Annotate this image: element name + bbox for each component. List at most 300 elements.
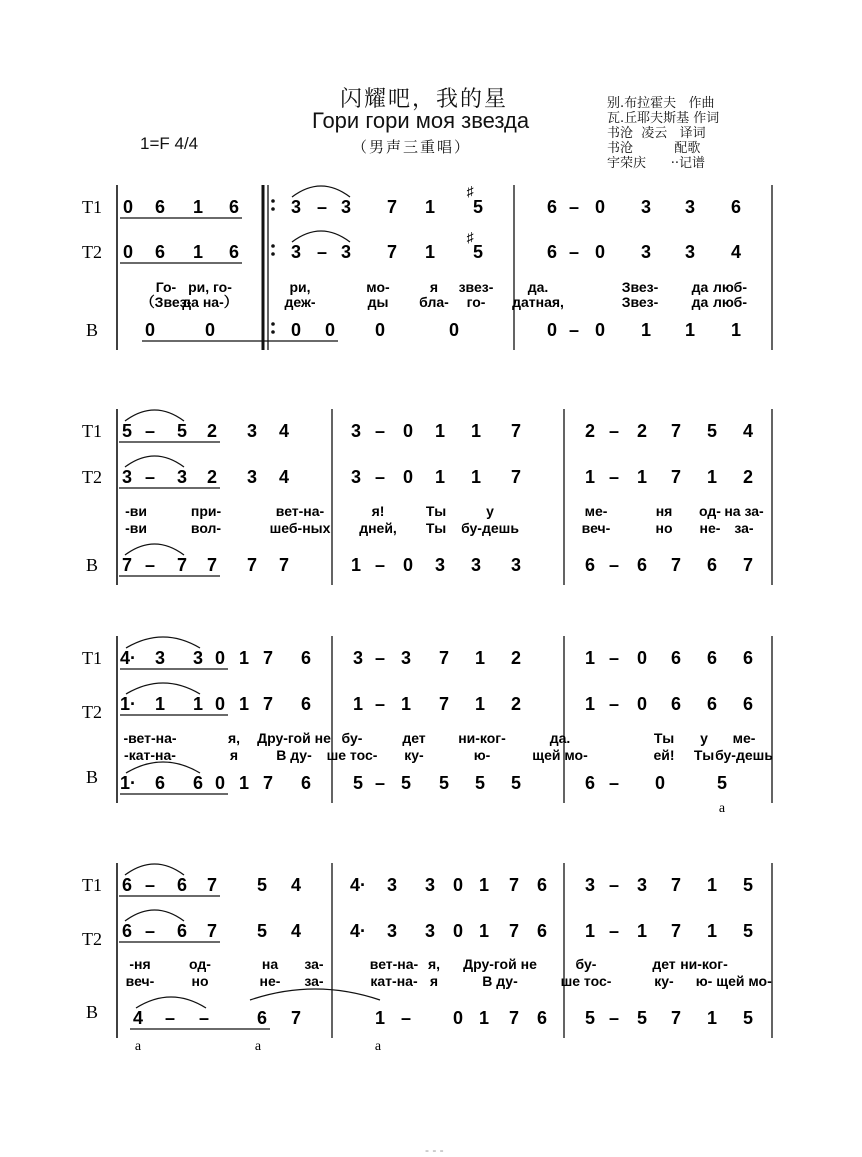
t1-note: 3: [192, 648, 204, 668]
t2-note: 7: [670, 921, 682, 941]
b-note: 1: [684, 320, 696, 340]
t1-note: 6: [121, 875, 133, 895]
t1-tie: [126, 637, 200, 648]
lyric-line-1-syllable: -вет-на-: [123, 730, 177, 746]
t2-note: 1: [584, 467, 596, 487]
lyric-line-1-syllable: я,: [227, 730, 241, 746]
footer-mark: - - -: [425, 1143, 444, 1157]
lyric-line-1-syllable: мо-: [366, 279, 390, 295]
b-note: –: [400, 1008, 412, 1028]
t2-note: 1: [192, 694, 204, 714]
part-label-t1: T1: [82, 875, 102, 895]
part-label-t1: T1: [82, 197, 102, 217]
t2-note: 3: [246, 467, 258, 487]
lyric-line-2-syllable: ды: [367, 294, 389, 310]
b-note: –: [144, 555, 156, 575]
b-note: 5: [716, 773, 728, 793]
lyric-line-2-syllable: В ду-: [276, 747, 312, 763]
b-note: 0: [214, 773, 226, 793]
lyric-line-1-syllable: за-: [304, 956, 324, 972]
b-note: –: [374, 773, 386, 793]
t2-note: 6: [154, 242, 166, 262]
b-note: 5: [352, 773, 364, 793]
b-note: 0: [204, 320, 216, 340]
b-note: 3: [470, 555, 482, 575]
t2-note: 4: [290, 921, 302, 941]
t2-note: 6: [742, 694, 754, 714]
lyric-line-2-syllable: В ду-: [482, 973, 518, 989]
t2-note: 6: [228, 242, 240, 262]
lyric-line-2-syllable: вол-: [190, 520, 222, 536]
b-note: 1: [478, 1008, 490, 1028]
lyric-line-2-syllable: ю-: [473, 747, 491, 763]
t2-note: 2: [742, 467, 754, 487]
bass-vowel-a: a: [374, 1039, 382, 1054]
lyric-line-2-syllable: щей мо-: [716, 973, 772, 989]
t1-note: 7: [670, 875, 682, 895]
t1-note: 7: [206, 875, 218, 895]
b-note: 1: [350, 555, 362, 575]
t1-note: 5: [256, 875, 268, 895]
lyric-line-2-syllable: не-: [259, 973, 281, 989]
t1-note: –: [608, 648, 620, 668]
part-label-t2: T2: [82, 702, 102, 722]
t1-note: 1: [706, 875, 718, 895]
t2-note: –: [144, 921, 156, 941]
b-note: 0: [324, 320, 336, 340]
credit-transcriber: 宇荣庆 ··记谱: [607, 156, 706, 171]
t2-note: 3: [340, 242, 352, 262]
lyric-line-1-syllable: -ви: [125, 503, 147, 519]
lyric-line-2-syllable: веч-: [125, 973, 155, 989]
b-note: 0: [546, 320, 558, 340]
t2-note: 2: [510, 694, 522, 714]
t2-note: 0: [594, 242, 606, 262]
b-note: 7: [670, 1008, 682, 1028]
lyric-line-2-syllable: Ты: [425, 520, 447, 536]
b-note: 6: [584, 555, 596, 575]
lyric-line-1-syllable: Звез-: [621, 279, 659, 295]
lyric-line-1-syllable: Ты: [425, 503, 447, 519]
t2-note: –: [608, 467, 620, 487]
b-note: 0: [448, 320, 460, 340]
t1-note: 5: [472, 197, 484, 217]
t2-note: 0: [402, 467, 414, 487]
t1-note: 6: [228, 197, 240, 217]
b-note: 0: [374, 320, 386, 340]
t1-note: –: [144, 421, 156, 441]
b-note: 6: [584, 773, 596, 793]
t1-note: 2: [636, 421, 648, 441]
t1-note: 3: [640, 197, 652, 217]
b-note: 5: [438, 773, 450, 793]
t1-note: 1: [478, 875, 490, 895]
t1-note: 6: [536, 875, 548, 895]
b-note: 0: [144, 320, 156, 340]
t2-note: 1: [434, 467, 446, 487]
lyric-line-1-syllable: дет: [652, 956, 676, 972]
t2-note: 4: [278, 467, 290, 487]
b-note: 6: [154, 773, 166, 793]
t1-note: 1: [424, 197, 436, 217]
t1-note: 1: [470, 421, 482, 441]
t1-sharp-sign: ♯: [466, 185, 474, 200]
t1-note: 1: [474, 648, 486, 668]
lyric-line-2-syllable: го-: [466, 294, 486, 310]
credit-composer: 别.布拉霍夫 作曲: [607, 96, 715, 111]
t2-note: 1: [584, 694, 596, 714]
b-note: 7: [742, 555, 754, 575]
credit-arranger: 书沧 配歌: [607, 141, 701, 156]
b-note: 0: [402, 555, 414, 575]
t2-note: 3: [424, 921, 436, 941]
lyric-line-1-syllable: на за-: [724, 503, 764, 519]
lyric-line-1-syllable: у: [486, 503, 494, 519]
b-note: 1: [706, 1008, 718, 1028]
t1-note: –: [608, 421, 620, 441]
t1-note: 0: [214, 648, 226, 668]
lyric-line-2-syllable: шеб-ных: [269, 520, 331, 536]
t2-note: 7: [670, 467, 682, 487]
t2-tie: [292, 231, 350, 242]
t1-note: 0: [402, 421, 414, 441]
t1-note: 3: [154, 648, 166, 668]
b-note: 7: [206, 555, 218, 575]
lyric-line-2-syllable: не-: [699, 520, 721, 536]
lyric-line-1-syllable: ри, го-: [188, 279, 232, 295]
lyric-line-2-syllable: за-: [304, 973, 324, 989]
repeat-dot-6: [271, 330, 275, 334]
part-label-t2: T2: [82, 467, 102, 487]
t1-note: 0: [636, 648, 648, 668]
b-note: –: [608, 773, 620, 793]
lyric-line-2-syllable: бла-: [419, 294, 449, 310]
t2-note: 1: [238, 694, 250, 714]
lyric-line-2-syllable: дней,: [359, 520, 397, 536]
lyric-line-1-syllable: я!: [371, 503, 385, 519]
lyric-line-2-syllable: Ты: [693, 747, 715, 763]
t1-note: 6: [742, 648, 754, 668]
t1-note: 5: [706, 421, 718, 441]
part-label-b: B: [85, 555, 99, 575]
t1-note: 4: [742, 421, 754, 441]
b-note: –: [608, 555, 620, 575]
b-note: 0: [594, 320, 606, 340]
t1-note: 3: [400, 648, 412, 668]
lyric-line-2-syllable: бу-дешь: [715, 747, 773, 763]
part-label-b: B: [85, 320, 99, 340]
t2-note: 3: [350, 467, 362, 487]
t1-note: 2: [510, 648, 522, 668]
t1-note: 6: [176, 875, 188, 895]
t2-note: 6: [300, 694, 312, 714]
t1-note: 7: [508, 875, 520, 895]
b-note: –: [198, 1008, 210, 1028]
lyric-line-1-syllable: Го-: [155, 279, 177, 295]
b-note: 7: [121, 555, 133, 575]
lyric-line-2-syllable: ю-: [695, 973, 713, 989]
t2-note: 2: [206, 467, 218, 487]
t1-note: 7: [386, 197, 398, 217]
t1-note: 1: [584, 648, 596, 668]
t1-note: 2: [206, 421, 218, 441]
t2-note: 7: [438, 694, 450, 714]
lyric-line-1-syllable: ме-: [732, 730, 756, 746]
t2-tie: [125, 910, 184, 921]
t1-note: 3: [340, 197, 352, 217]
t1-note: –: [374, 648, 386, 668]
t1-note: 3: [350, 421, 362, 441]
t2-note: 4·: [349, 921, 367, 941]
lyric-line-2-syllable: за-: [734, 520, 754, 536]
b-tie: [126, 762, 200, 773]
lyric-line-1-syllable: да: [691, 279, 709, 295]
lyric-line-2-syllable: （Звез-: [140, 294, 192, 310]
bass-vowel-a: a: [134, 1039, 142, 1054]
lyric-line-1-syllable: бу-: [575, 956, 597, 972]
lyric-line-1-syllable: ня: [655, 503, 673, 519]
t1-note: 6: [730, 197, 742, 217]
lyric-line-2-syllable: я: [429, 973, 439, 989]
b-note: 0: [654, 773, 666, 793]
lyric-line-1-syllable: при-: [190, 503, 222, 519]
t2-note: 4: [730, 242, 742, 262]
b-note: 1: [730, 320, 742, 340]
t2-note: 7: [386, 242, 398, 262]
t1-note: 1: [238, 648, 250, 668]
b-note: 7: [278, 555, 290, 575]
lyric-line-2-syllable: Звез-: [621, 294, 659, 310]
t1-note: 0: [452, 875, 464, 895]
t2-note: 7: [510, 467, 522, 487]
b-note: –: [568, 320, 580, 340]
t2-note: 1: [474, 694, 486, 714]
t2-note: 6: [176, 921, 188, 941]
t2-note: –: [568, 242, 580, 262]
t2-note: 6: [670, 694, 682, 714]
t2-note: –: [608, 694, 620, 714]
t2-note: 7: [206, 921, 218, 941]
b-note: 6: [636, 555, 648, 575]
t2-note: 7: [508, 921, 520, 941]
t1-note: 5: [121, 421, 133, 441]
b-note: 5: [742, 1008, 754, 1028]
t2-note: 1: [706, 921, 718, 941]
part-label-t2: T2: [82, 929, 102, 949]
lyric-line-2-syllable: веч-: [581, 520, 611, 536]
bass-vowel-a: a: [254, 1039, 262, 1054]
subtitle: （男声三重唱）: [352, 138, 472, 156]
lyric-line-2-syllable: -кат-на-: [124, 747, 176, 763]
t1-note: 0: [122, 197, 134, 217]
b-note: 7: [508, 1008, 520, 1028]
b-note: –: [164, 1008, 176, 1028]
b-note: 1: [238, 773, 250, 793]
lyric-line-2-syllable: ку-: [654, 973, 674, 989]
repeat-dot-1: [271, 199, 275, 203]
t1-note: 4·: [349, 875, 367, 895]
t2-note: 3: [290, 242, 302, 262]
lyric-line-1-syllable: я: [429, 279, 439, 295]
lyric-line-1-syllable: од-: [699, 503, 721, 519]
t1-note: 7: [438, 648, 450, 668]
t1-note: 3: [584, 875, 596, 895]
t2-note: 0: [214, 694, 226, 714]
b-note: 1: [374, 1008, 386, 1028]
t2-note: 3: [640, 242, 652, 262]
t2-note: 1: [352, 694, 364, 714]
t2-sharp-sign: ♯: [466, 231, 474, 246]
lyric-line-2-syllable: ку-: [404, 747, 424, 763]
t2-note: 6: [121, 921, 133, 941]
b-note: 3: [434, 555, 446, 575]
lyric-line-2-syllable: кат-на-: [370, 973, 418, 989]
lyric-line-2-syllable: ше тос-: [326, 747, 378, 763]
t2-note: 1: [636, 467, 648, 487]
t1-note: 2: [584, 421, 596, 441]
t2-note: 3: [386, 921, 398, 941]
b-note: 7: [670, 555, 682, 575]
lyric-line-2-syllable: но: [655, 520, 673, 536]
t2-tie: [125, 456, 184, 467]
lyric-line-1-syllable: вет-на-: [369, 956, 419, 972]
t2-note: 6: [536, 921, 548, 941]
t1-note: 6: [706, 648, 718, 668]
t1-note: 7: [262, 648, 274, 668]
b-tie: [136, 997, 206, 1008]
bass-long-slur: [250, 989, 380, 1000]
lyric-line-2-syllable: щей мо-: [532, 747, 588, 763]
t1-note: 1: [192, 197, 204, 217]
b-note: 7: [262, 773, 274, 793]
t1-note: 0: [594, 197, 606, 217]
repeat-dot-2: [271, 207, 275, 211]
t1-tie: [125, 410, 184, 421]
t1-note: 1: [434, 421, 446, 441]
t2-note: 1: [470, 467, 482, 487]
lyric-line-2-syllable: ей!: [653, 747, 675, 763]
t1-note: –: [568, 197, 580, 217]
t2-note: 1: [192, 242, 204, 262]
t1-note: 4: [278, 421, 290, 441]
t1-note: 3: [684, 197, 696, 217]
b-note: –: [374, 555, 386, 575]
t1-note: 3: [352, 648, 364, 668]
lyric-line-2-syllable: люб-: [713, 294, 747, 310]
b-note: 0: [452, 1008, 464, 1028]
t2-note: –: [144, 467, 156, 487]
t1-note: –: [144, 875, 156, 895]
b-note: 4: [132, 1008, 144, 1028]
t2-tie: [126, 683, 200, 694]
repeat-dot-3: [271, 244, 275, 248]
lyric-line-1-syllable: у: [700, 730, 708, 746]
lyric-line-1-syllable: люб-: [713, 279, 747, 295]
t1-note: 6: [154, 197, 166, 217]
b-note: 7: [246, 555, 258, 575]
t2-note: 5: [742, 921, 754, 941]
part-label-t1: T1: [82, 648, 102, 668]
t1-note: 3: [636, 875, 648, 895]
t2-note: 1·: [119, 694, 137, 714]
t2-note: –: [608, 921, 620, 941]
b-note: 1: [640, 320, 652, 340]
t2-note: 1: [636, 921, 648, 941]
t2-note: 5: [472, 242, 484, 262]
lyric-line-1-syllable: -ня: [129, 956, 151, 972]
t2-note: 7: [262, 694, 274, 714]
t1-note: 5: [176, 421, 188, 441]
b-note: –: [608, 1008, 620, 1028]
b-note: 5: [584, 1008, 596, 1028]
title-russian: Гори гори моя звезда: [312, 108, 530, 133]
t1-note: 4·: [119, 648, 137, 668]
part-label-b: B: [85, 1002, 99, 1022]
t1-note: –: [608, 875, 620, 895]
t2-note: 0: [452, 921, 464, 941]
t1-note: 3: [424, 875, 436, 895]
b-note: 7: [176, 555, 188, 575]
t1-note: 7: [670, 421, 682, 441]
lyric-line-1-syllable: да.: [527, 279, 549, 295]
lyric-line-1-syllable: да.: [549, 730, 571, 746]
lyric-line-1-syllable: Дру-гой не: [463, 956, 537, 972]
lyric-line-1-syllable: од-: [189, 956, 211, 972]
lyric-line-1-syllable: я,: [427, 956, 441, 972]
lyric-line-2-syllable: датная,: [512, 294, 564, 310]
t2-note: 0: [636, 694, 648, 714]
b-note: 5: [510, 773, 522, 793]
t1-note: 3: [290, 197, 302, 217]
t2-note: 1: [424, 242, 436, 262]
lyric-line-2-syllable: деж-: [284, 294, 316, 310]
part-label-b: B: [85, 767, 99, 787]
t2-note: 3: [121, 467, 133, 487]
bass-vowel-a: a: [718, 801, 726, 816]
lyric-line-1-syllable: Ты: [653, 730, 675, 746]
t2-note: –: [316, 242, 328, 262]
b-note: 5: [636, 1008, 648, 1028]
lyric-line-1-syllable: звез-: [458, 279, 494, 295]
key-signature: 1=F 4/4: [140, 134, 199, 153]
repeat-dot-4: [271, 252, 275, 256]
b-note: 6: [536, 1008, 548, 1028]
t2-note: 1: [706, 467, 718, 487]
b-note: 3: [510, 555, 522, 575]
t1-tie: [292, 186, 350, 197]
b-note: 6: [256, 1008, 268, 1028]
lyric-line-1-syllable: дет: [402, 730, 426, 746]
t2-note: 1: [400, 694, 412, 714]
lyric-line-2-syllable: -ви: [125, 520, 147, 536]
t2-note: –: [374, 467, 386, 487]
lyric-line-2-syllable: ше тос-: [560, 973, 612, 989]
lyric-line-1-syllable: на: [261, 956, 279, 972]
b-note: 5: [400, 773, 412, 793]
t2-note: –: [374, 694, 386, 714]
lyric-line-1-syllable: бу-: [341, 730, 363, 746]
credit-lyricist: 瓦.丘耶夫斯基 作词: [607, 111, 720, 126]
lyric-line-2-syllable: я: [229, 747, 239, 763]
b-note: 7: [290, 1008, 302, 1028]
lyric-line-1-syllable: ме-: [584, 503, 608, 519]
lyric-line-1-syllable: ри,: [289, 279, 311, 295]
t2-note: 5: [256, 921, 268, 941]
title-chinese: 闪耀吧，我的星: [340, 87, 509, 112]
lyric-line-1-syllable: вет-на-: [275, 503, 325, 519]
t2-note: 6: [706, 694, 718, 714]
lyric-line-1-syllable: ни-ког-: [458, 730, 506, 746]
